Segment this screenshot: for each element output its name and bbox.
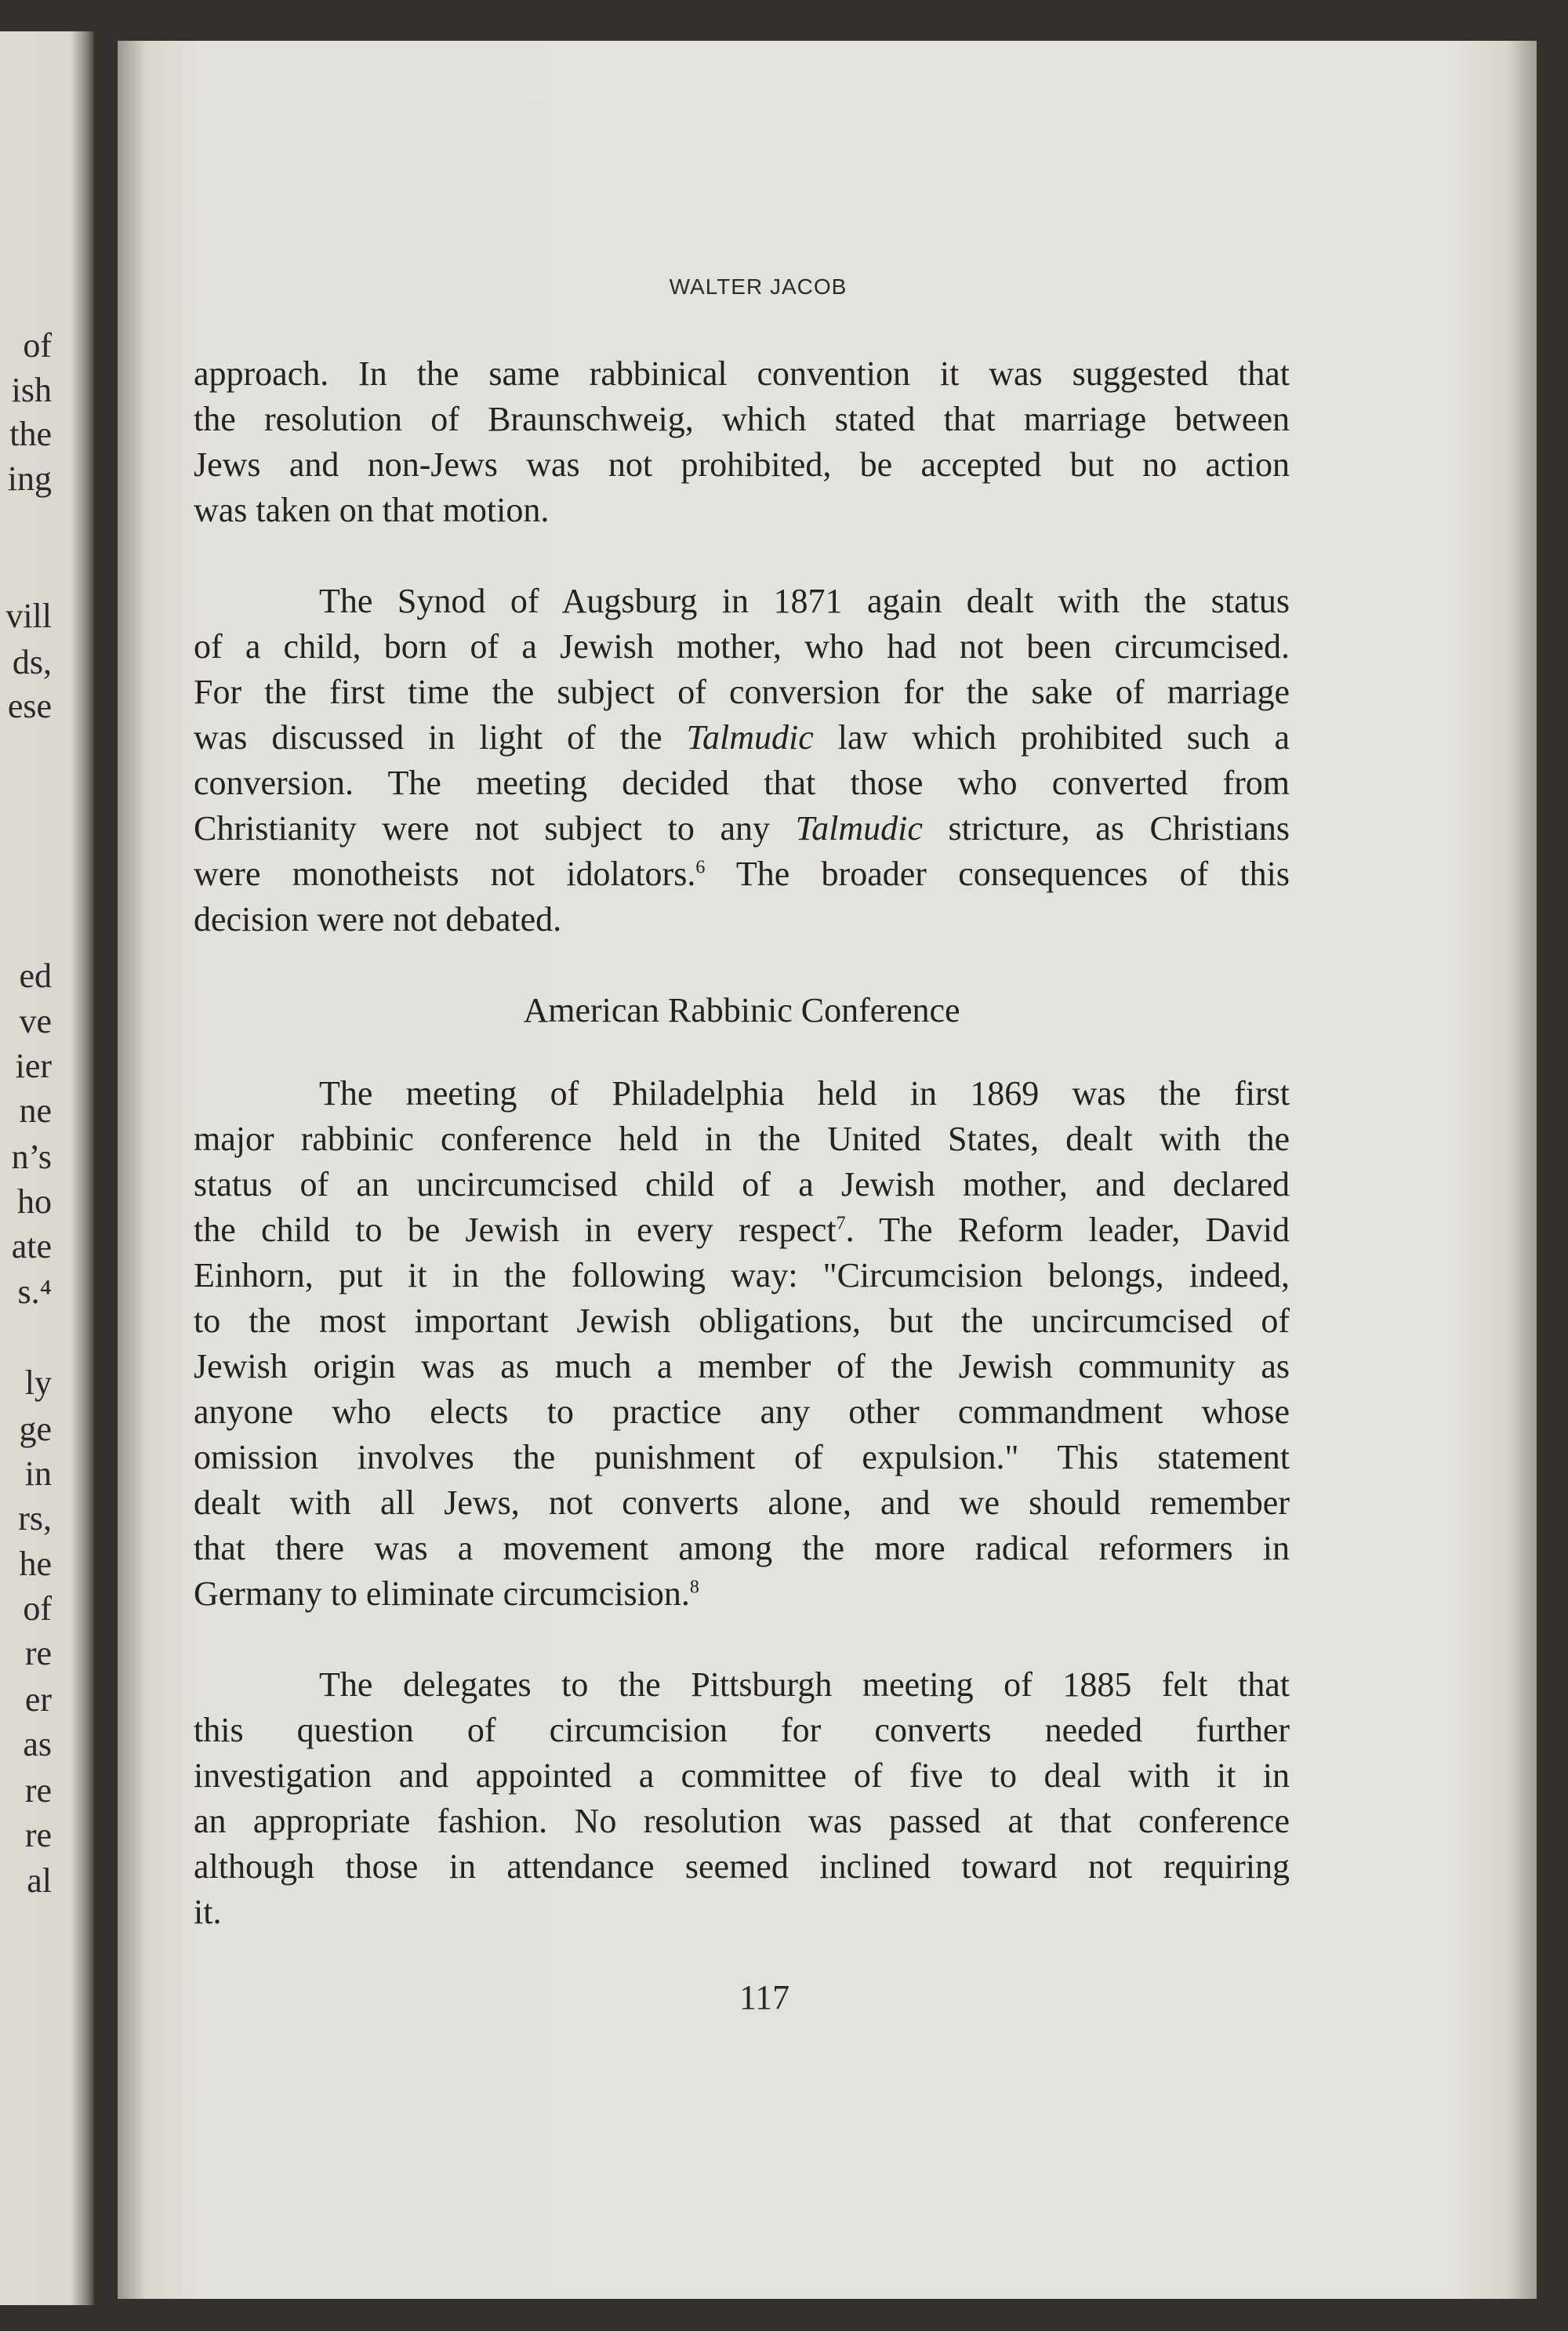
text-line: conversion. The meeting decided that those who converted from <box>194 764 1290 802</box>
paragraph <box>194 1662 1290 1935</box>
text-line: although those in attendance seemed inclined toward not requiring <box>194 1847 1290 1886</box>
left-page-fragment: ate <box>11 1226 52 1265</box>
text-line: For the first time the subject of conversion for the sake of marriage <box>194 673 1290 711</box>
left-page-fragment: as <box>23 1724 52 1763</box>
text-line: to the most important Jewish obligations, but the uncircumcised of <box>194 1302 1290 1340</box>
left-page-fragment: of <box>23 1589 52 1628</box>
text-line: the resolution of Braunschweig, which stated that marriage between <box>194 400 1290 438</box>
text-line: major rabbinic conference held in the United States, dealt with the <box>194 1120 1290 1158</box>
left-page-fragment: al <box>27 1861 52 1901</box>
paragraph <box>194 351 1290 533</box>
text-line: Christianity were not subject to any Talmudic stricture, as Christians <box>194 809 1290 848</box>
left-page-fragment: ve <box>19 1002 52 1041</box>
text-line: an appropriate fashion. No resolution was passed at that conference <box>194 1802 1290 1840</box>
text-line: this question of circumcision for converts needed further <box>194 1711 1290 1749</box>
text-line: Jewish origin was as much a member of the Jewish community as <box>194 1347 1290 1385</box>
left-page-fragment: n’s <box>11 1137 52 1176</box>
paragraph <box>194 1071 1290 1617</box>
left-page-fragment: ds, <box>12 642 52 681</box>
text-line: approach. In the same rabbinical convention it was suggested that <box>194 354 1290 393</box>
left-page-fragment: ier <box>15 1047 52 1086</box>
paragraph <box>194 579 1290 942</box>
text-line: it. <box>194 1893 222 1931</box>
text-line: was taken on that motion. <box>194 491 550 529</box>
left-page-fragment: ly <box>24 1363 52 1403</box>
text-line: The Synod of Augsburg in 1871 again dealt with the status <box>319 582 1290 620</box>
text-line: was discussed in light of the Talmudic law which prohibited such a <box>194 718 1290 757</box>
text-line: were monotheists not idolators.$^6$ The broader consequences of this <box>194 855 1290 893</box>
running-head: WALTER JACOB <box>669 274 848 299</box>
text-line: The meeting of Philadelphia held in 1869 was the first <box>319 1074 1290 1113</box>
left-page-fragment: the <box>9 415 52 454</box>
text-line: Germany to eliminate circumcision.$^8$ <box>194 1574 699 1613</box>
left-page-fragment: ing <box>7 459 52 499</box>
left-page-fragment: in <box>24 1454 52 1493</box>
text-line: of a child, born of a Jewish mother, who had not been circumcised. <box>194 627 1290 666</box>
left-page-fragment: ese <box>7 687 52 726</box>
left-page-edge <box>0 31 94 2305</box>
section-heading: American Rabbinic Conference <box>523 991 960 1029</box>
text-line: decision were not debated. <box>194 900 562 939</box>
text-line: the child to be Jewish in every respect$^7$. The Reform leader, David <box>194 1211 1290 1249</box>
left-page-fragment: he <box>19 1545 52 1584</box>
left-page-fragment: vill <box>5 596 52 635</box>
left-page-fragment: ish <box>11 370 52 409</box>
text-line: dealt with all Jews, not converts alone, and we should remember <box>194 1483 1290 1522</box>
left-page-fragment: re <box>24 1634 52 1673</box>
page-body <box>194 351 1290 1981</box>
text-line: omission involves the punishment of expulsion." This statement <box>194 1438 1290 1476</box>
left-page-fragment: re <box>24 1815 52 1854</box>
text-line: that there was a movement among the more radical reformers in <box>194 1529 1290 1567</box>
text-line: The delegates to the Pittsburgh meeting of 1885 felt that <box>319 1665 1290 1704</box>
left-page-fragment: rs, <box>18 1498 52 1538</box>
page-number: 117 <box>739 1978 790 2017</box>
left-page-fragment: ed <box>19 956 52 995</box>
left-page-fragment: of <box>23 325 52 365</box>
text-line: Einhorn, put it in the following way: "Circumcision belongs, indeed, <box>194 1256 1290 1294</box>
left-page-fragment: er <box>24 1679 52 1719</box>
text-line: Jews and non-Jews was not prohibited, be accepted but no action <box>194 445 1290 484</box>
book-page <box>118 41 1537 2299</box>
left-page-fragment: ge <box>19 1409 52 1448</box>
left-page-fragment: s.⁴ <box>17 1273 52 1312</box>
left-page-fragment: re <box>24 1770 52 1810</box>
text-line: investigation and appointed a committee of five to deal with it in <box>194 1756 1290 1795</box>
left-page-fragment: ho <box>17 1182 52 1221</box>
text-line: anyone who elects to practice any other commandment whose <box>194 1392 1290 1431</box>
text-line: status of an uncircumcised child of a Jewish mother, and declared <box>194 1165 1290 1204</box>
left-page-fragment: ne <box>19 1091 52 1131</box>
